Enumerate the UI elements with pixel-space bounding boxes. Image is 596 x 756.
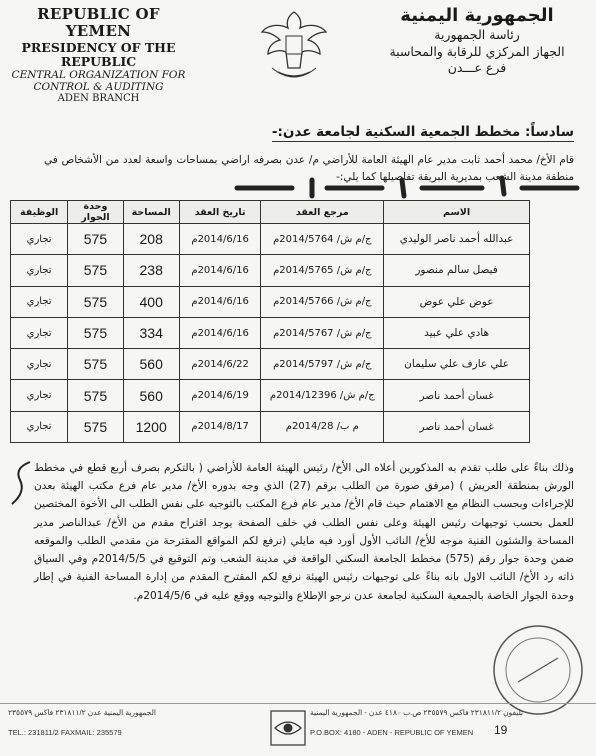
cell-contract-date: 2014/6/16م xyxy=(179,224,261,255)
table-row xyxy=(11,380,530,411)
footer-right-arabic: تليفون ٢٣١٨١١/٢ فاكس ٢٣٥٥٧٩ ص.ب ٤١٨٠ عدن - الجمهورية اليمنية xyxy=(310,708,524,717)
eagle-emblem-icon xyxy=(258,6,330,86)
table-row xyxy=(11,286,530,317)
cell-area: 400 xyxy=(123,286,179,317)
cell-contract-date: 2014/6/16م xyxy=(179,286,261,317)
cell-contract-ref: ج/م ش/ 2014/5764م xyxy=(261,224,384,255)
cell-neighborhood-unit: 575 xyxy=(68,380,123,411)
cell-name: فيصل سالم منصور xyxy=(384,255,530,286)
header-ar-line-2: رئاسة الجمهورية xyxy=(434,27,520,43)
cell-area: 334 xyxy=(123,317,179,348)
col-header-name: الاسم xyxy=(384,201,530,224)
cell-contract-ref: ج/م ش/ 2014/5767م xyxy=(261,317,384,348)
table-header-row xyxy=(11,201,530,224)
header-line-2: PRESIDENCY OF THE REPUBLIC xyxy=(21,39,176,69)
cell-function: تجاري xyxy=(11,349,68,380)
cell-name: هادي علي عبيد xyxy=(384,317,530,348)
cell-contract-date: 2014/6/16م xyxy=(179,255,261,286)
col-header-contract-ref: مرجع العقد xyxy=(261,201,384,224)
cell-area: 560 xyxy=(123,349,179,380)
header-line-4: CONTROL & AUDITING xyxy=(33,81,164,94)
header-line-5: ADEN BRANCH xyxy=(57,93,140,105)
land-allocation-table xyxy=(10,200,530,443)
header-ar-line-1: الجمهورية اليمنية xyxy=(400,5,554,26)
cell-name: علي عارف علي سليمان xyxy=(384,349,530,380)
body-paragraph: وذلك بناءً على طلب تقدم به المذكورين أعلاه الى الأخ/ رئيس الهيئة العامة للأراضي ( بالتكرم بصرف أربع قطع في مخطط الورش بمنطقة العريش ) (مرفق صورة من الطلب برقم (27) الذي وجه بدوره الأخ/ مدير عام فرع مكتب الهيئة بعدن للإجراءات وبحسب النظام مع الاهتمام حيث قام الأخ/ مدير عام فرع المكتب بالتوجيه على نفس الطلب الى الأخوة المختصين للعمل بحسب توجيهات رئيس الهيئة وعلى نفس الطلب في خلف الصفحة يوجد اقتراح مقدم من الأخ/ عبدالناصر مدير المساحة والشئون الفنية موجه للأخ/ النائب الأول أورد فيه مايلي (نرفع لكم المواقع المقترحة من مقدمي الطلب والموقعه ضمن وحدة جوار رقم (575) مخطط الجامعة السكني الواقعة في مدينة الشعب وتم التوقيع في 2014/5/5م وفي السياق ذاته رد الأخ/ النائب الاول بانه بناءً على توجيهات رئيس الهيئة نرفع لكم المقترح المقدم من إدارة المساحة الفنية في إطار وحدة الجوار الخاصة بالجمعية السكنية لجامعة عدن نرجو الإطلاع والتوجيه ووقع عليه في 2014/5/6م. xyxy=(34,462,574,602)
cell-contract-ref: ج/م ش/ 2014/5766م xyxy=(261,286,384,317)
cell-area: 208 xyxy=(123,224,179,255)
cell-function: تجاري xyxy=(11,411,68,442)
footer-right-english: P.O.BOX: 4180 - ADEN - REPUBLIC OF YEMEN xyxy=(310,728,474,737)
table-row xyxy=(11,224,530,255)
cell-neighborhood-unit: 575 xyxy=(68,286,123,317)
cell-function: تجاري xyxy=(11,224,68,255)
section-title: سادساً: مخطط الجمعية السكنية لجامعة عدن:- xyxy=(271,124,574,140)
footer-left-english: TEL.: 231811/2 FAXMAIL: 235579 xyxy=(8,728,122,737)
cell-name: عوض علي عوض xyxy=(384,286,530,317)
header-english xyxy=(6,6,191,105)
col-header-area: المساحة xyxy=(123,201,179,224)
cell-function: تجاري xyxy=(11,380,68,411)
col-header-function: الوظيفة xyxy=(11,201,68,224)
table-row xyxy=(11,317,530,348)
cell-neighborhood-unit: 575 xyxy=(68,411,123,442)
cell-function: تجاري xyxy=(11,317,68,348)
cell-contract-ref: ج/م ش/ 2014/5797م xyxy=(261,349,384,380)
cell-neighborhood-unit: 575 xyxy=(68,224,123,255)
cell-contract-ref: م ب/ 2014/28م xyxy=(261,411,384,442)
cell-area: 238 xyxy=(123,255,179,286)
table-row xyxy=(11,349,530,380)
intro-paragraph: قام الأخ/ محمد أحمد ثابت مدير عام الهيئة العامة للأراضي م/ عدن بصرفه اراضي بمساحات واسعة لعدد من الأشخاص في منطقة مدينة الشعب بمديرية البريقة تفاصيلها كما يلي:- xyxy=(44,154,574,183)
cell-name: غسان أحمد ناصر xyxy=(384,380,530,411)
handwritten-mark-icon xyxy=(6,458,36,508)
cell-neighborhood-unit: 575 xyxy=(68,255,123,286)
header-line-1: REPUBLIC OF YEMEN xyxy=(37,5,160,41)
cell-area: 560 xyxy=(123,380,179,411)
eye-logo-icon xyxy=(270,710,306,746)
cell-contract-date: 2014/6/19م xyxy=(179,380,261,411)
table-row xyxy=(11,411,530,442)
cell-contract-date: 2014/8/17م xyxy=(179,411,261,442)
cell-name: غسان أحمد ناصر xyxy=(384,411,530,442)
col-header-neighborhood-unit: وحدة الجوار xyxy=(68,201,123,224)
col-header-contract-date: تاريخ العقد xyxy=(179,201,261,224)
cell-function: تجاري xyxy=(11,286,68,317)
cell-contract-ref: ج/م ش/ 2014/5765م xyxy=(261,255,384,286)
cell-contract-date: 2014/6/22م xyxy=(179,349,261,380)
header-line-3: CENTRAL ORGANIZATION FOR xyxy=(11,69,186,82)
cell-contract-date: 2014/6/16م xyxy=(179,317,261,348)
table-row xyxy=(11,255,530,286)
header-ar-line-3: الجهاز المركزي للرقابة والمحاسبة xyxy=(389,43,565,59)
page-number: 19 xyxy=(494,723,508,737)
cell-neighborhood-unit: 575 xyxy=(68,317,123,348)
footer-left-arabic: الجمهورية اليمنية عدن ٢٣١٨١١/٢ فاكس ٢٣٥٥٧٩ xyxy=(8,708,156,717)
header-arabic xyxy=(372,4,582,76)
cell-function: تجاري xyxy=(11,255,68,286)
cell-area: 1200 xyxy=(123,411,179,442)
cell-contract-ref: ج/م ش/ 2014/12396م xyxy=(261,380,384,411)
cell-neighborhood-unit: 575 xyxy=(68,349,123,380)
header-ar-line-4: فرع عـــدن xyxy=(447,59,507,75)
cell-name: عبدالله أحمد ناصر الوليدي xyxy=(384,224,530,255)
